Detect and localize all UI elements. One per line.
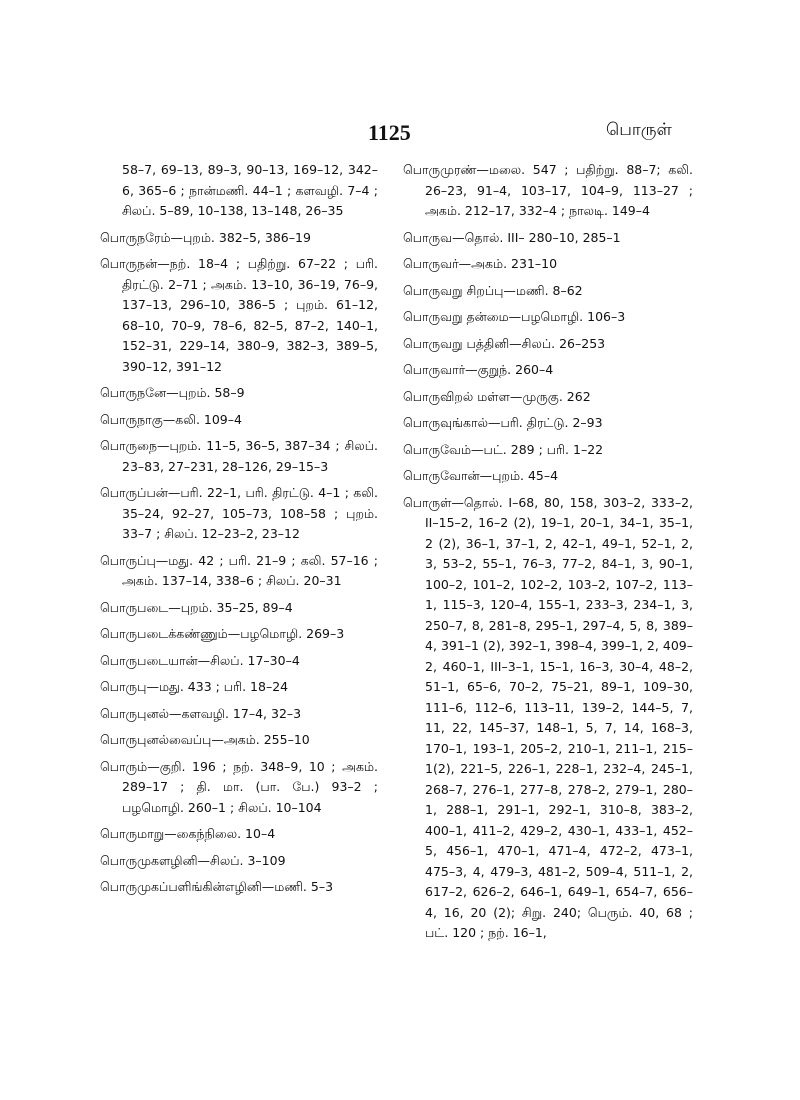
index-entry: பொருள்—தொல். I–68, 80, 158, 303–2, 333–2, II–15–2, 16–2 (2), 19–1, 20–1, 34–1, 35–1, 2 (2), 36–1, 37–1, 2, 42–1, 49–1, 52–1, 2, 3, 53–2, 55–1, 76–3, 77–2, 84–1, 3, 90–1, 100–2, 101–2, 102–2, 103–2, 107–2, 113–1, 115–3, 120–4, 155–1, 233–3, 234–1, 3, 250–7, 8, 281–8, 295–1, 297–4, 5, 8, 389–4, 391–1 (2), 392–1, 398–4, 399–1, 2, 409–2, 460–1, III–3–1, 15–1, 16–3, 30–4, 48–2, 51–1, 65–6, 70–2, 75–21, 89–1, 109–30, 111–6, 112–6, 113–11, 139–2, 144–5, 7, 11, 22, 145–37, 148–1, 5, 7, 14, 168–3, 170–1, 193–1, 205–2, 210–1, 211–1, 215–1(2), 221–5, 226–1, 228–1, 232–4, 245–1, 268–7, 276–1, 277–8, 278–2, 279–1, 280–1, 288–1, 291–1, 292–1, 310–8, 383–2, 400–1, 411–2, 429–2, 430–1, 433–1, 452–5, 456–1, 470–1, 471–4, 472–2, 473–1, 475–3, 4, 479–3, 481–2, 509–4, 511–1, 2, 617–2, 626–2, 646–1, 649–1, 654–7, 656–4, 16, 20 (2); சிறு. 240; பெரும். 40, 68 ; பட். 120 ; நற். 16–1, [403, 494, 693, 940]
left-column [100, 160, 378, 904]
running-header-word: பொருள் [606, 120, 672, 140]
page-number: 1125 [368, 120, 411, 145]
index-entry: பொருவறு தன்மை—பழமொழி. 106–3 [403, 309, 626, 324]
index-entry: பொருவோன்—புறம். 45–4 [403, 468, 559, 483]
index-entry: பொருபுனல்—களவழி. 17–4, 32–3 [100, 705, 302, 721]
index-entry: பொருமாறு—கைந்நிலை. 10–4 [100, 826, 276, 841]
index-entry: பொருவுங்கால்—பரி. திரட்டு. 2–93 [403, 415, 603, 430]
index-entry: பொருபடையான்—சிலப். 17–30–4 [100, 652, 300, 668]
index-entry: பொருநரேம்—புறம். 382–5, 386–19 [100, 229, 311, 245]
index-entry: பொருமுரண்—மலை. 547 ; பதிற்று. 88–7; கலி. 26–23, 91–4, 103–17, 104–9, 113–27 ; அகம். 212–17, 332–4 ; நாலடி. 149–4 [403, 162, 693, 218]
index-entry: பொருவார்—குறுந். 260–4 [403, 362, 554, 377]
index-entry: பொருநாகு—கலி. 109–4 [100, 411, 242, 427]
index-entry: பொருவேம்—பட். 289 ; பரி. 1–22 [403, 441, 604, 457]
index-entry: பொருநனே—புறம். 58–9 [100, 385, 245, 400]
index-entry: பொருவ—தொல். III– 280–10, 285–1 [403, 229, 621, 245]
index-entry: பொருபடைக்கண்ணும்—பழமொழி. 269–3 [100, 626, 345, 641]
right-column [403, 160, 693, 950]
index-entry: பொருமுகளழினி—சிலப். 3–109 [100, 852, 286, 868]
index-entry: பொருநன்—நற். 18–4 ; பதிற்று. 67–22 ; பரி. திரட்டு. 2–71 ; அகம். 13–10, 36–19, 76–9, 137–13, 296–10, 386–5 ; புறம். 61–12, 68–10, 70–9, 78–6, 82–5, 87–2, 140–1, 152–31, 229–14, 380–9, 382–3, 389–5, 390–12, 391–12 [100, 256, 378, 374]
index-entry: பொருவறு பத்தினி—சிலப். 26–253 [403, 335, 606, 351]
index-entry: பொருபடை—புறம். 35–25, 89–4 [100, 599, 293, 615]
index-entry: பொரும்—குறி. 196 ; நற். 348–9, 10 ; அகம். 289–17 ; தி. மா. (பா. பே.) 93–2 ; பழமொழி. 260–1 ; சிலப். 10–104 [100, 758, 378, 815]
index-entry: பொருவிறல் மள்ள—முருகு. 262 [403, 388, 591, 404]
index-entry: பொருபு—மது. 433 ; பரி. 18–24 [100, 679, 289, 694]
index-entry: பொருப்பு—மது. 42 ; பரி. 21–9 ; கலி. 57–16 ; அகம். 137–14, 338–6 ; சிலப். 20–31 [100, 552, 378, 588]
index-entry: பொருவறு சிறப்பு—மணி. 8–62 [403, 282, 583, 298]
index-entry: பொருபுனல்வைப்பு—அகம். 255–10 [100, 732, 310, 747]
index-entry: பொருநை—புறம். 11–5, 36–5, 387–34 ; சிலப். 23–83, 27–231, 28–126, 29–15–3 [100, 438, 378, 474]
index-entry: 58–7, 69–13, 89–3, 90–13, 169–12, 342–6, 365–6 ; நான்மணி. 44–1 ; களவழி. 7–4 ; சிலப். 5–89, 10–138, 13–148, 26–35 [122, 162, 378, 218]
index-entry: பொருமுகப்பளிங்கின்எழினி—மணி. 5–3 [100, 879, 334, 894]
index-entry: பொருப்பன்—பரி. 22–1, பரி. திரட்டு. 4–1 ; கலி. 35–24, 92–27, 105–73, 108–58 ; புறம். 33–7 ; சிலப். 12–23–2, 23–12 [100, 485, 378, 541]
index-entry: பொருவர்—அகம். 231–10 [403, 256, 558, 271]
